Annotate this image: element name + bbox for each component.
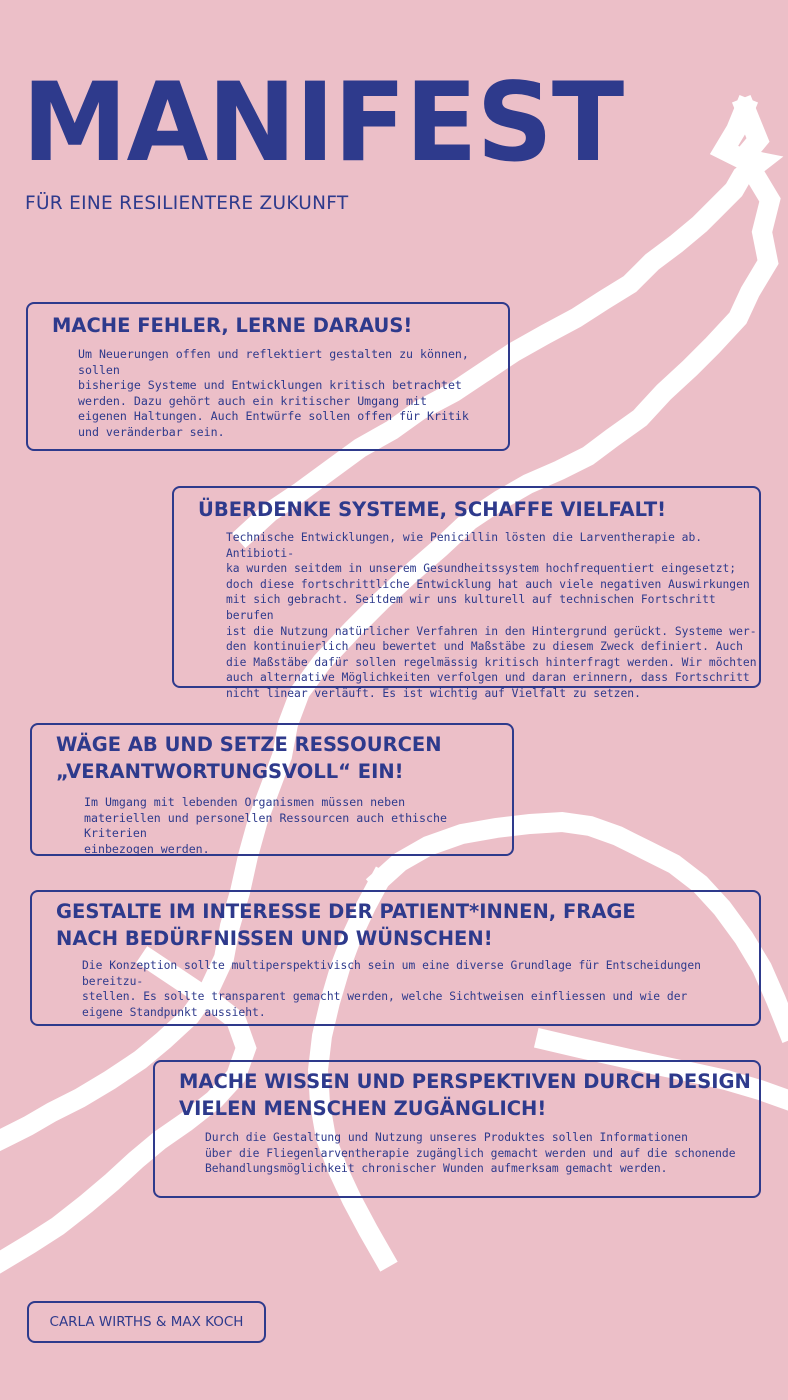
card-heading: MACHE FEHLER, LERNE DARAUS!: [52, 314, 413, 337]
card-body: Durch die Gestaltung und Nutzung unseres Produktes sollen Informationen über die Fliegenlarventherapie zugänglich gemacht werden und auf die schonende Behandlungsmöglichkeit chronischer Wunden aufmerksam gemacht werden.: [205, 1131, 736, 1176]
page-title: MANIFEST: [22, 59, 624, 186]
page-subtitle: FÜR EINE RESILIENTERE ZUKUNFT: [25, 193, 349, 214]
manifest-card-3: [30, 723, 514, 856]
card-heading: GESTALTE IM INTERESSE DER PATIENT*INNEN, FRAGE NACH BEDÜRFNISSEN UND WÜNSCHEN!: [56, 900, 636, 950]
card-body: Um Neuerungen offen und reflektiert gestalten zu können, sollen bisherige Systeme und Entwicklungen kritisch betrachtet werden. Dazu gehört auch ein kritischer Umgang mit eigenen Haltungen. Auch Entwürfe sollen offen für Kritik und veränderbar sein.: [78, 347, 469, 439]
manifest-card-4: [30, 890, 761, 1026]
authors-badge: CARLA WIRTHS & MAX KOCH: [27, 1301, 266, 1343]
card-heading: MACHE WISSEN UND PERSPEKTIVEN DURCH DESIGN VIELEN MENSCHEN ZUGÄNGLICH!: [179, 1070, 751, 1120]
card-body: Technische Entwicklungen, wie Penicillin lösten die Larventherapie ab. Antibioti- ka wurden seitdem in unserem Gesundheitssystem hochfrequentiert eingesetzt; doch diese fortschrittliche Entwicklung hat auch viele negativen Auswirkungen mit sich gebracht. Seitdem wir uns kulturell auf technischen Fortschritt berufen ist die Nutzung natürlicher Verfahren in den Hintergrund gerückt. Systeme wer- den kontinuierlich neu bewertet und Maßstäbe zu diesem Zweck definiert. Auch die Maßstäbe dafür sollen regelmässig kritisch hinterfragt werden. Wir möchten auch alternative Möglichkeiten verfolgen und daran erinnern, dass Fortschritt nicht linear verläuft. Es ist wichtig auf Vielfalt zu setzen.: [226, 531, 757, 700]
card-heading: ÜBERDENKE SYSTEME, SCHAFFE VIELFALT!: [198, 498, 667, 521]
manifest-card-1: [26, 302, 510, 451]
card-heading: WÄGE AB UND SETZE RESSOURCEN „VERANTWORTUNGSVOLL“ EIN!: [56, 733, 442, 783]
manifest-card-5: [153, 1060, 761, 1198]
manifest-card-2: [172, 486, 761, 700]
card-body: Im Umgang mit lebenden Organismen müssen neben materiellen und personellen Ressourcen auch ethische Kriterien einbezogen werden.: [84, 795, 447, 856]
card-body: Die Konzeption sollte multiperspektivisch sein um eine diverse Grundlage für Entscheidungen bereitzu- stellen. Es sollte transparent gemacht werden, welche Sichtweisen einfliessen und wie der eigene Standpunkt aussieht.: [82, 959, 701, 1019]
